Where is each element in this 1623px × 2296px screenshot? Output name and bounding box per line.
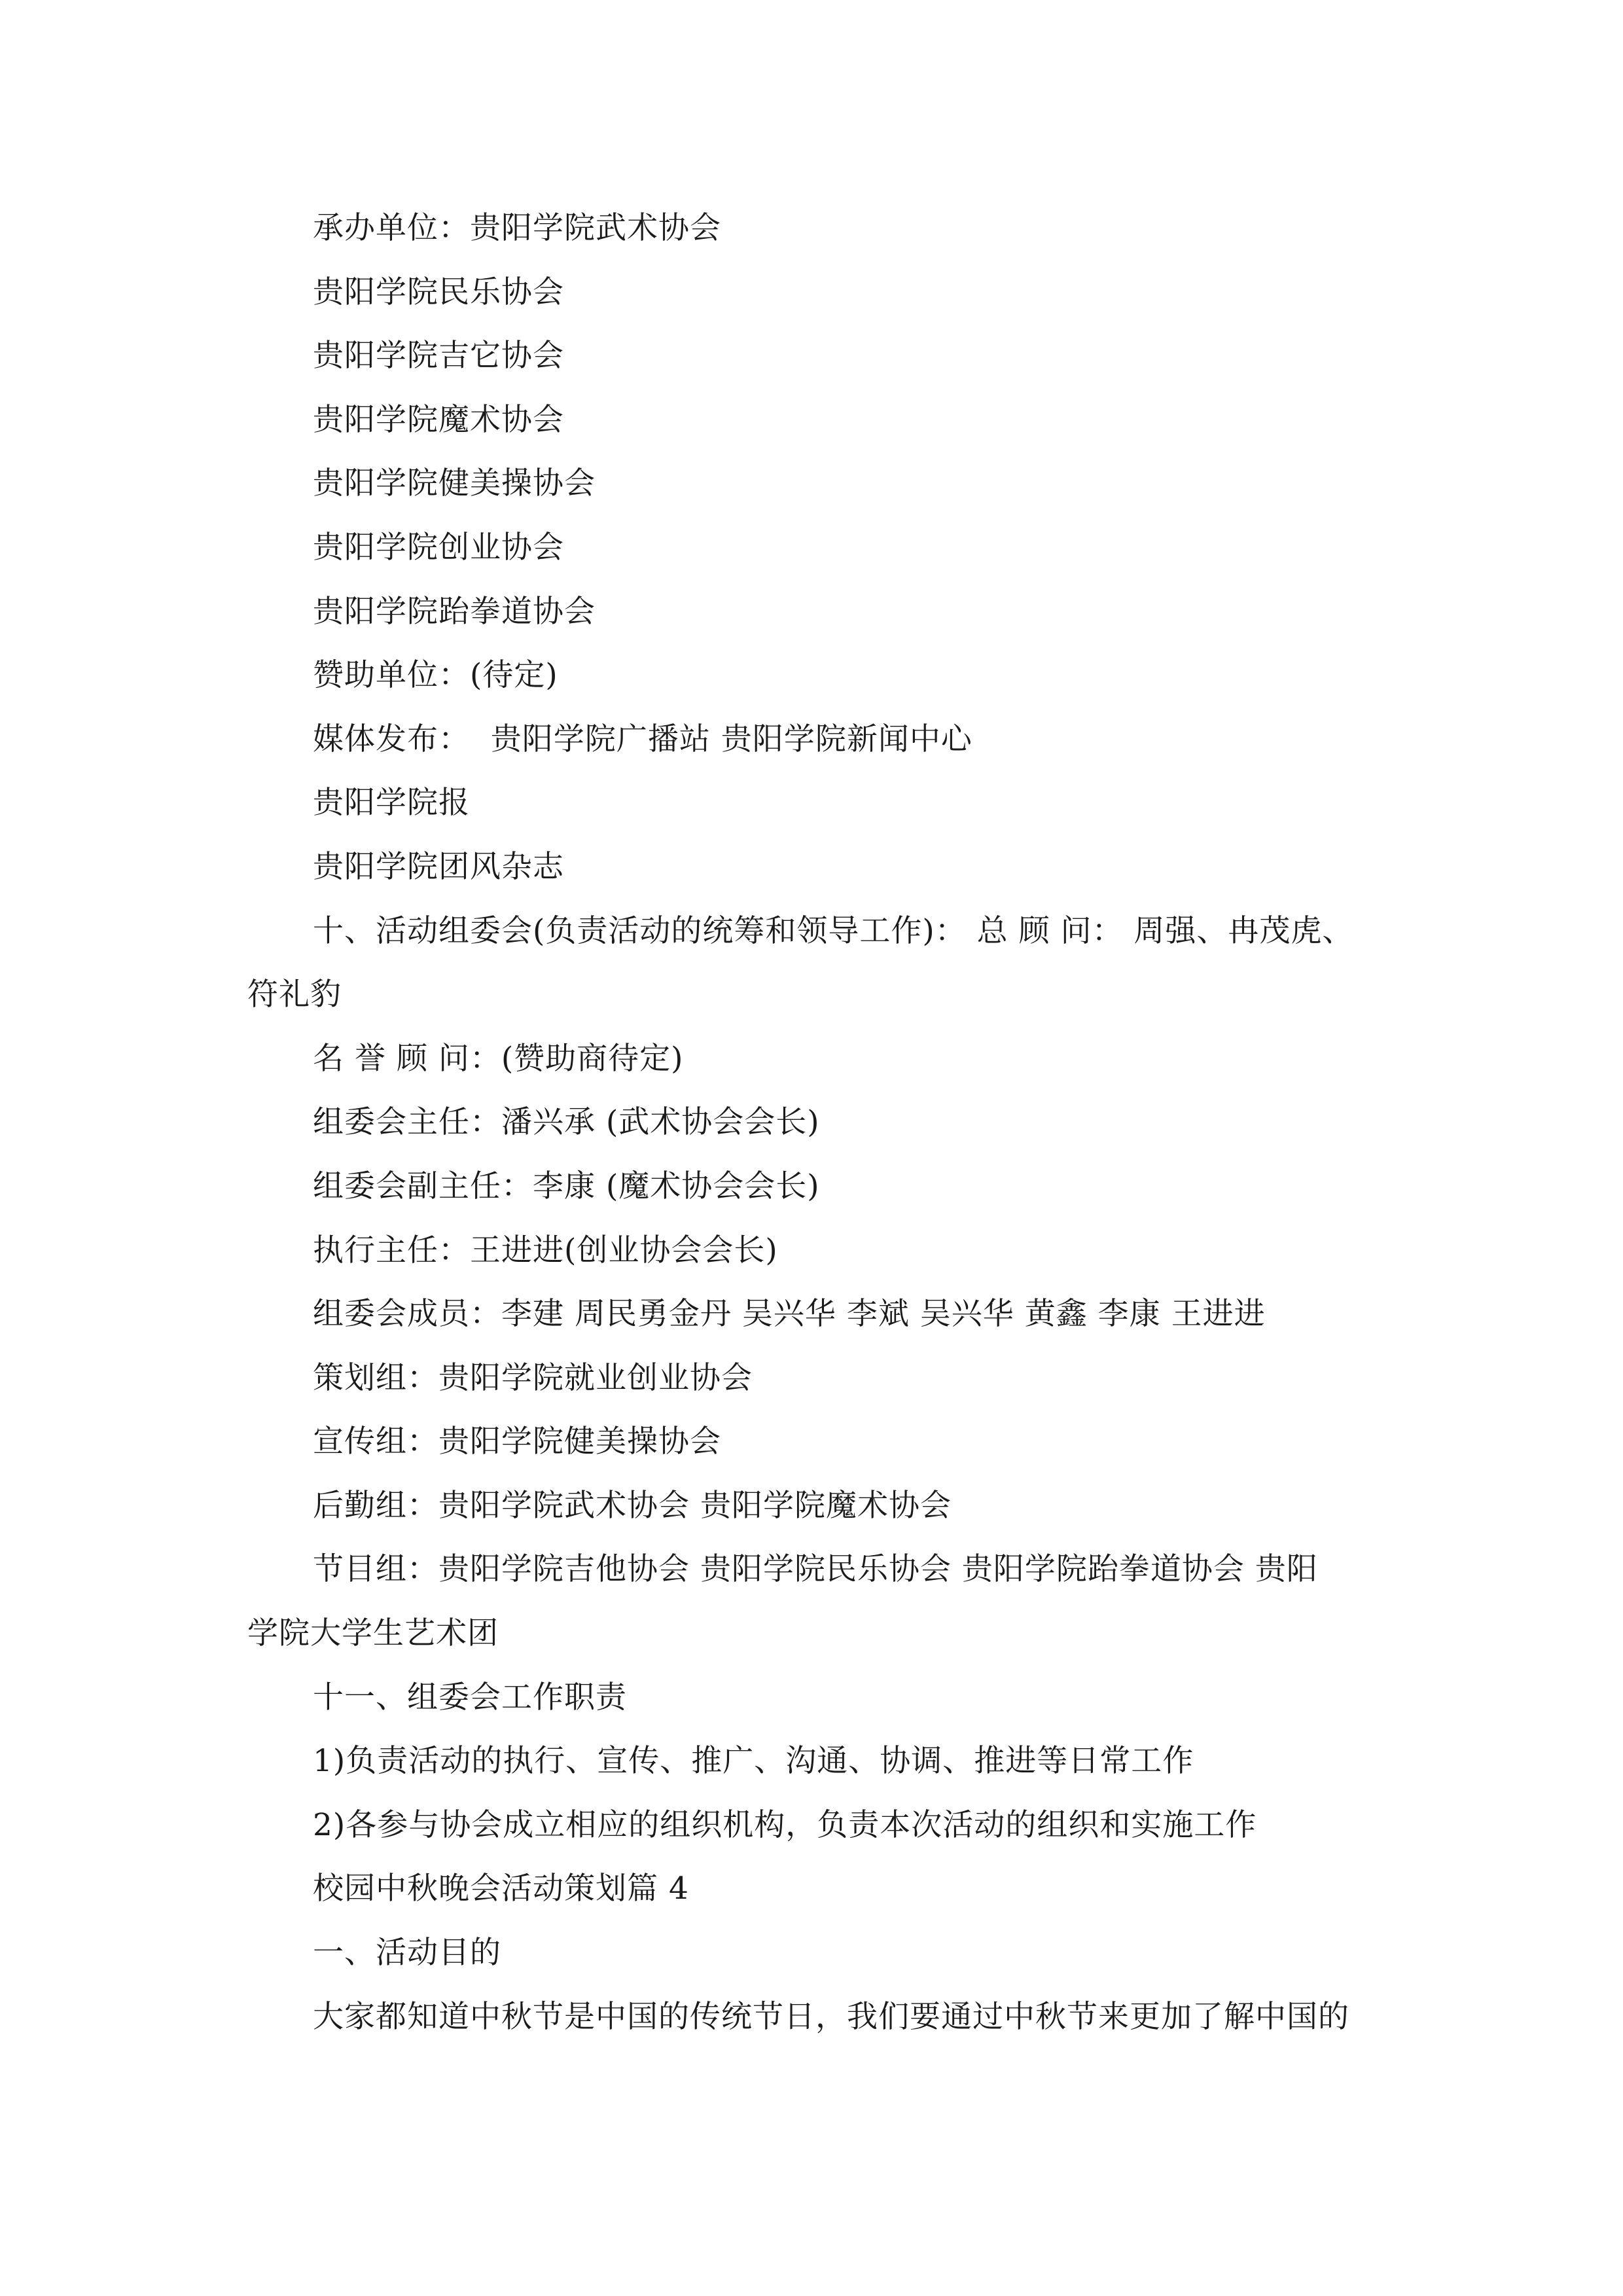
text-line: 组委会成员：李建 周民勇金丹 吴兴华 李斌 吴兴华 黄鑫 李康 王进进 <box>313 1296 1266 1333</box>
text-line: 组委会主任：潘兴承 (武术协会会长) <box>313 1104 820 1141</box>
text-line: 校园中秋晚会活动策划篇 4 <box>313 1871 689 1907</box>
text-line: 后勤组：贵阳学院武术协会 贵阳学院魔术协会 <box>313 1487 952 1524</box>
text-line: 十一、组委会工作职责 <box>313 1679 627 1715</box>
text-line: 贵阳学院健美操协会 <box>313 465 596 502</box>
text-line: 赞助单位：(待定) <box>313 657 558 694</box>
text-line: 宣传组：贵阳学院健美操协会 <box>313 1424 721 1460</box>
text-line: 1)负责活动的执行、宣传、推广、沟通、协调、推进等日常工作 <box>313 1743 1194 1780</box>
text-line: 组委会副主任：李康 (魔术协会会长) <box>313 1168 820 1204</box>
text-line: 贵阳学院民乐协会 <box>313 274 564 310</box>
text-line: 十、活动组委会(负责活动的统筹和领导工作)： 总 顾 问： 周强、冉茂虎、 <box>313 912 1354 949</box>
document-body <box>247 196 1386 2049</box>
text-line: 一、活动目的 <box>313 1935 501 1971</box>
text-line: 策划组：贵阳学院就业创业协会 <box>313 1359 753 1396</box>
text-line: 贵阳学院魔术协会 <box>313 401 564 438</box>
text-line: 贵阳学院跆拳道协会 <box>313 593 596 630</box>
text-line: 媒体发布： 贵阳学院广播站 贵阳学院新闻中心 <box>313 721 972 757</box>
text-line: 2)各参与协会成立相应的组织机构，负责本次活动的组织和实施工作 <box>313 1806 1257 1843</box>
text-line: 符礼豹 <box>247 977 342 1013</box>
text-line: 大家都知道中秋节是中国的传统节日，我们要通过中秋节来更加了解中国的 <box>313 1998 1349 2035</box>
text-line: 贵阳学院吉它协会 <box>313 338 564 374</box>
text-line: 贵阳学院报 <box>313 785 470 821</box>
text-line: 贵阳学院团风杂志 <box>313 848 564 885</box>
text-line: 执行主任：王进进(创业协会会长) <box>313 1232 778 1268</box>
text-line: 承办单位：贵阳学院武术协会 <box>313 210 721 246</box>
text-line: 贵阳学院创业协会 <box>313 529 564 565</box>
text-line: 名 誉 顾 问：(赞助商待定) <box>313 1040 684 1077</box>
text-line: 节目组：贵阳学院吉他协会 贵阳学院民乐协会 贵阳学院跆拳道协会 贵阳 <box>313 1551 1318 1588</box>
text-line: 学院大学生艺术团 <box>247 1615 499 1652</box>
